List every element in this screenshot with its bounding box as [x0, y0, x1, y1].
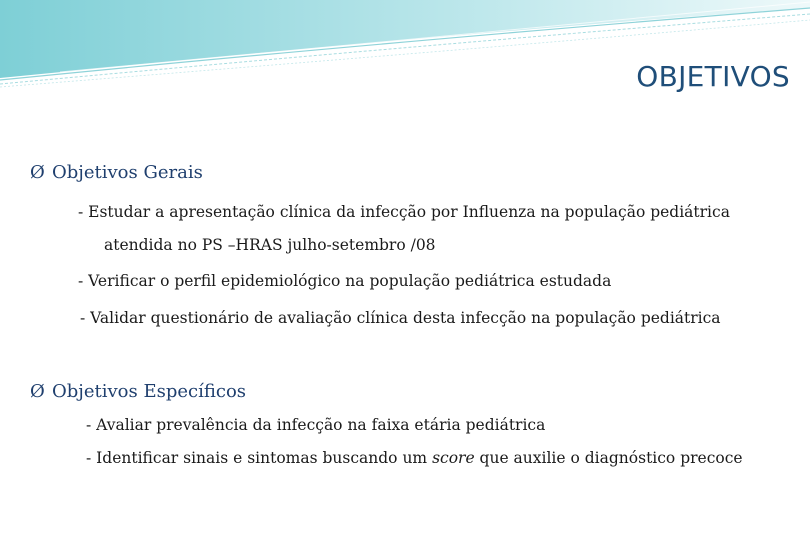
list-item	[86, 449, 743, 467]
page-title: OBJETIVOS	[636, 60, 790, 93]
list-item: - Validar questionário de avaliação clínica desta infecção na população pediátrica	[80, 309, 721, 327]
section-heading-label: Objetivos Específicos	[52, 381, 247, 402]
list-item-text: - Identificar sinais e sintomas buscando um	[86, 449, 433, 467]
list-item: - Avaliar prevalência da infecção na faixa etária pediátrica	[86, 416, 546, 434]
arrow-bullet-icon: Ø	[30, 381, 45, 402]
emphasis-text: score	[432, 449, 475, 467]
list-item: - Estudar a apresentação clínica da infecção por Influenza na população pediátrica	[78, 203, 730, 221]
section-heading-especificos	[30, 381, 246, 402]
list-item-text: que auxilie o diagnóstico precoce	[474, 449, 743, 467]
section-heading-label: Objetivos Gerais	[52, 162, 203, 183]
list-item: - Verificar o perfil epidemiológico na população pediátrica estudada	[78, 272, 612, 290]
arrow-bullet-icon: Ø	[30, 162, 45, 183]
section-heading-gerais	[30, 162, 203, 183]
list-item-continuation: atendida no PS –HRAS julho-setembro /08	[104, 236, 436, 254]
